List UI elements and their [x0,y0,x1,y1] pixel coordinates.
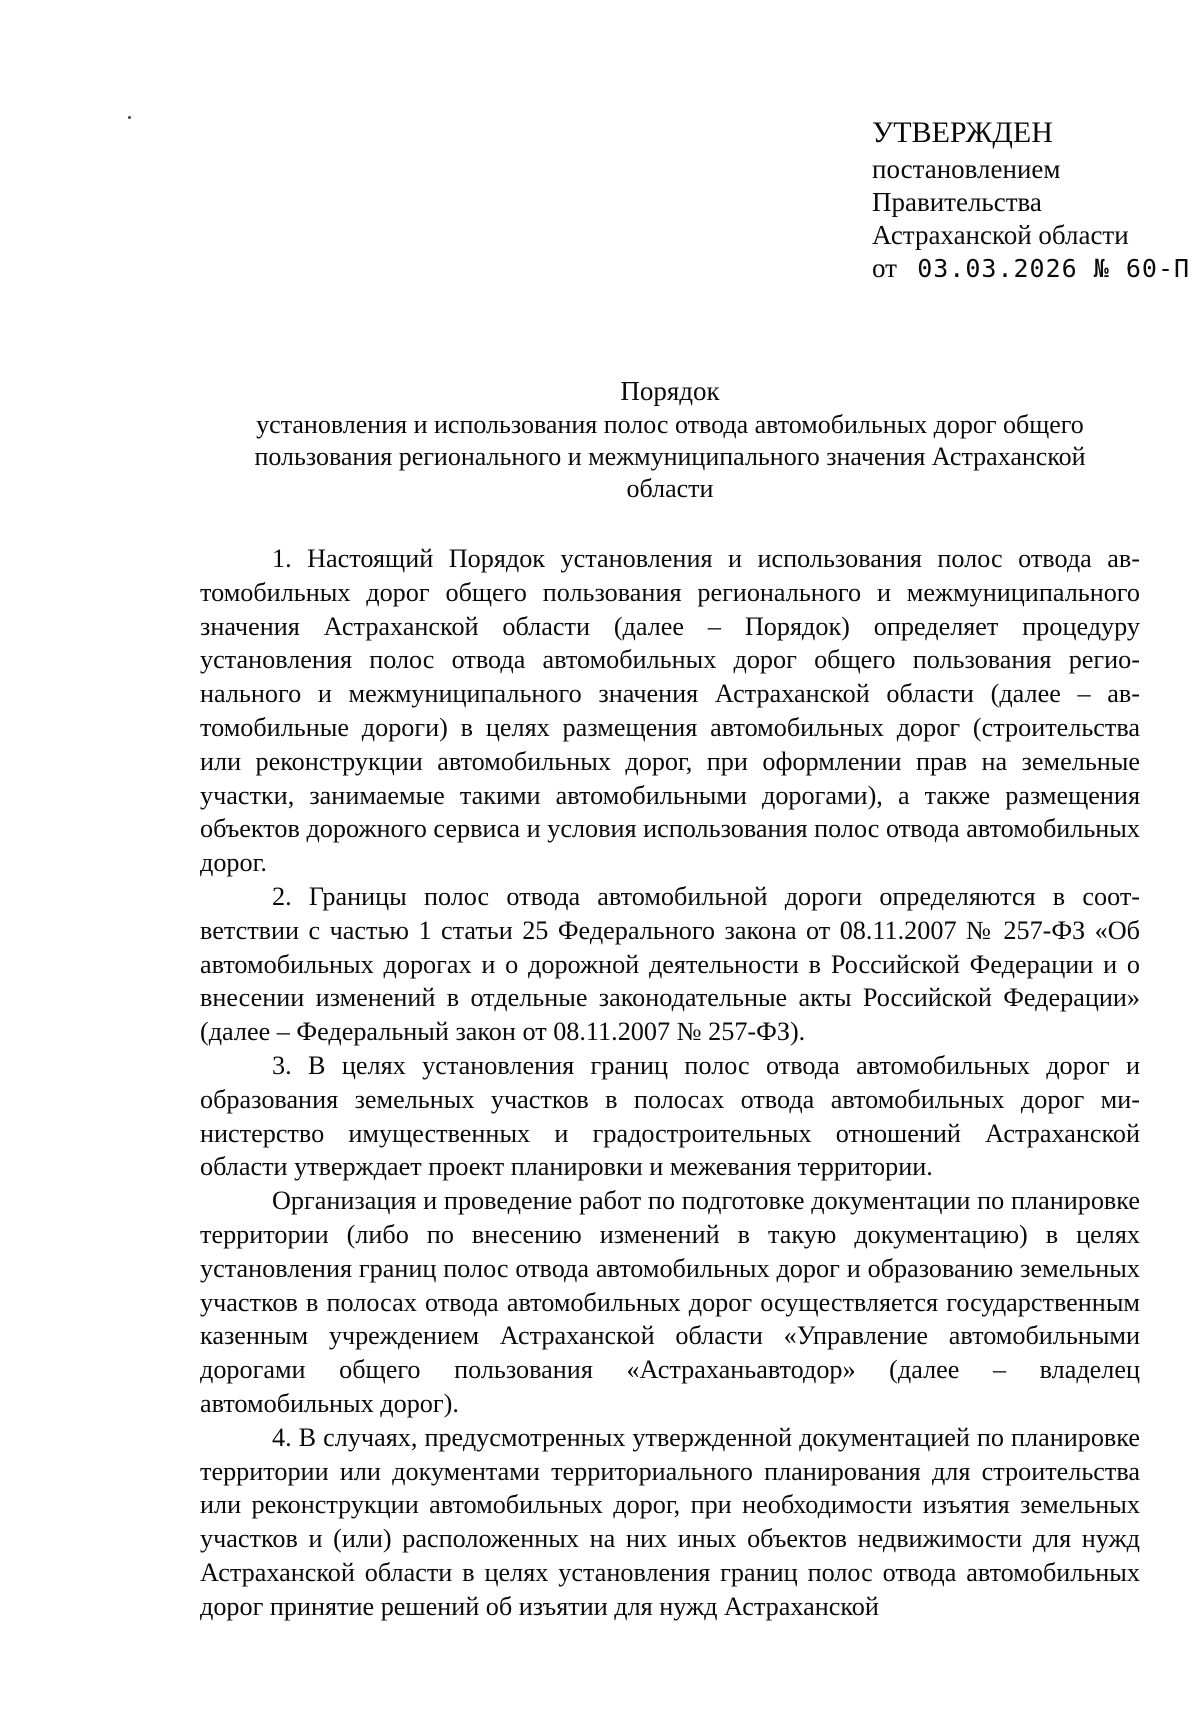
paragraph-3: 3. В целях установления границ полос отвода автомобильных дорог и образования земельных участков в полосах отвода автомобильных дорог министерство имущественных и градостроительных отношений Астраханской области утверждает проект планировки и межевания территории. [200,1050,1140,1182]
approval-date-number: 03.03.2026 № 60-П [917,254,1191,283]
paragraph-3-continued: Организация и проведение работ по подготовке документации по планировке территории (либо по внесению изменений в такую документацию) в целях установления границ полос отвода автомобильных дорог и образованию земельных участков в полосах отвода автомобильных дорог осуществляется государственным казенным учреждением Астраханской области «Управление автомобильными дорогами общего пользования «Астраханьавтодор» (далее – владелец автомобильных дорог). [200,1186,1140,1418]
approved-heading: УТВЕРЖДЕН [872,116,1053,149]
paragraph-1: 1. Настоящий Порядок установления и использования полос отвода автомобильных дорог общего пользования регионального и межмуниципального значения Астраханской области (далее – Порядок) определяет процедуру установления полос отвода автомобильных дорог общего пользования регионального и межмуниципального значения Астраханской области (далее – автомобильные дороги) в целях размещения автомобильных дорог (строительства или реконструкции автомобильных дорог, при оформлении прав на земельные участки, занимаемые такими автомобильными дорогами), а также размещения объектов дорожного сервиса и условия использования полос отвода автомобильных дорог. [200,544,1140,878]
approval-from-label: от [872,253,897,283]
document-title [200,373,1140,505]
title-subtitle-line-1: установления и использования полос отвода автомобильных дорог общего [256,410,1084,439]
title-main: Порядок [620,376,720,406]
approval-line-resolution: постановлением [872,154,1061,184]
title-subtitle-line-3: области [626,474,714,503]
approval-line-government: Правительства [872,187,1042,217]
document-body [200,542,1140,1624]
scan-speck [128,116,131,119]
title-subtitle-line-2: пользования регионального и межмуниципального значения Астраханской [254,442,1086,471]
paragraph-4: 4. В случаях, предусмотренных утвержденной документацией по планировке территории или документами территориального планирования для строительства или реконструкции автомобильных дорог, при необходимости изъятия земельных участков и (или) расположенных на них иных объектов недвижимости для нужд Астраханской области в целях установления границ полос отвода автомобильных дорог принятие решений об изъятии для нужд Астраханской [200,1422,1140,1621]
approval-date-line [872,252,1190,285]
paragraph-2: 2. Границы полос отвода автомобильной дороги определяются в соответствии с частью 1 статьи 25 Федерального закона от 08.11.2007 № 257-ФЗ «Об автомобильных дорогах и о дорожной деятельности в Российской Федерации и о внесении изменений в отдельные законодательные акты Российской Федерации» (далее – Федеральный закон от 08.11.2007 № 257-ФЗ). [200,881,1140,1047]
approval-stamp [872,113,1190,285]
approval-line-region: Астраханской области [872,220,1129,250]
